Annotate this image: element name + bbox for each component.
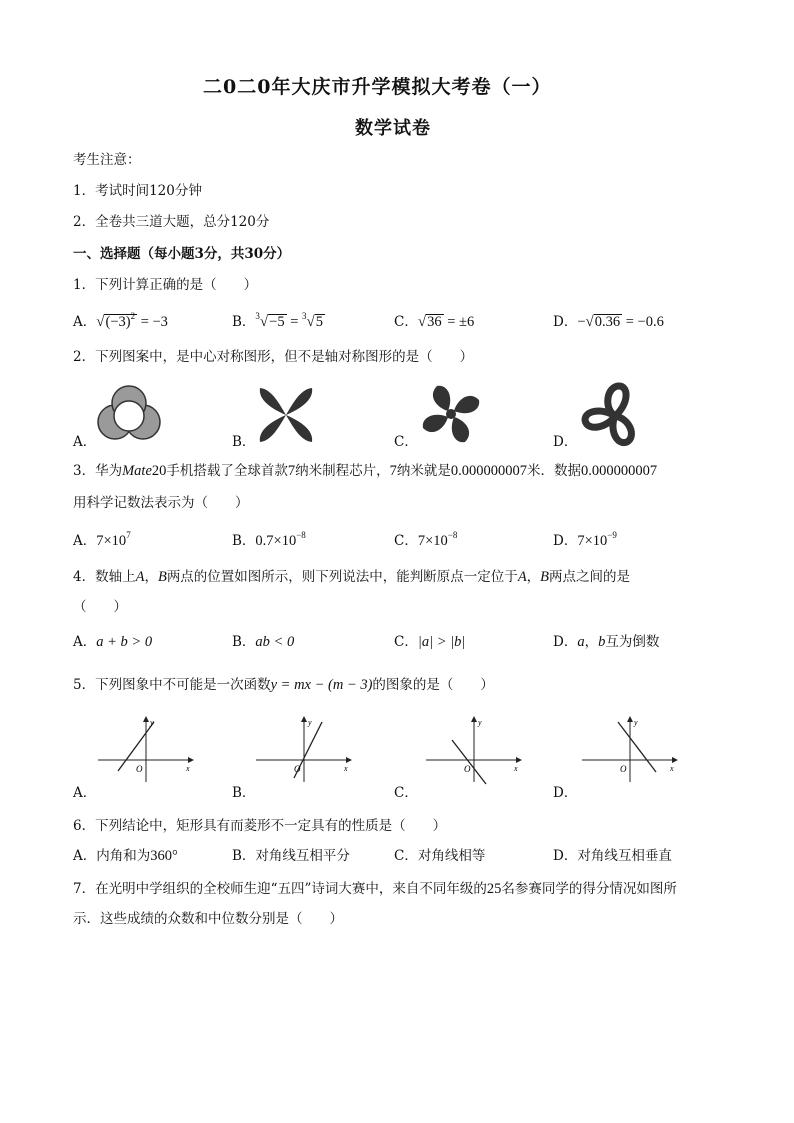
q6-d-label: D．: [553, 848, 578, 864]
function-line: [452, 740, 486, 784]
q4-option-a[interactable]: [73, 633, 152, 651]
q4-text-2: 两点的位置如图所示，则下列说法中，能判断原点一定位于: [166, 569, 518, 585]
x-axis-arrow-icon: [346, 757, 352, 763]
q4-comma-2: ，: [526, 569, 541, 585]
q3-c-label: C．: [394, 533, 418, 549]
q6-option-c[interactable]: [394, 847, 485, 865]
y-axis-label: y: [308, 718, 312, 727]
q5-label-a[interactable]: A．: [73, 785, 97, 801]
q1-d-tail: = −0.6: [625, 314, 664, 330]
q1-c-label: C．: [394, 314, 418, 330]
q1-d-radicand: 0.36: [594, 314, 621, 330]
q4-comma-1: ，: [144, 569, 158, 585]
q4-b-label: B．: [232, 634, 256, 650]
q2-stem: 2．下列图案中，是中心对称图形，但不是轴对称图形的是（ ）: [73, 349, 474, 365]
q3-option-a[interactable]: [73, 532, 131, 550]
q4-d-label: D．: [553, 634, 578, 650]
q3-text-3: 纳米制程芯片，: [295, 463, 390, 479]
q4-var-b2: B: [540, 569, 550, 585]
q5-stem: [73, 676, 494, 694]
q3-b-exp: −8: [296, 530, 306, 540]
sqrt-icon: √: [259, 314, 269, 330]
q4-c-label: C．: [394, 634, 418, 650]
notice-item-1: 1．考试时间120分钟: [73, 183, 202, 199]
q6-b-label: B．: [232, 848, 256, 864]
q5-graph-a: [96, 716, 196, 784]
q3-a-exp: 7: [126, 530, 131, 540]
q4-d-text: 互为倒数: [605, 634, 660, 650]
q4-var-a2: A: [517, 569, 527, 585]
origin-label: O: [136, 764, 143, 774]
q3-mate: Mate: [122, 463, 152, 479]
q5-label-b[interactable]: B．: [232, 785, 256, 801]
x-axis-label: x: [186, 764, 190, 773]
q3-b-label: B．: [232, 533, 256, 549]
y-axis-label: y: [478, 718, 482, 727]
q4-option-b[interactable]: [232, 633, 294, 651]
q4-stem-line1: [73, 568, 630, 586]
q1-b-index-2: 3: [302, 311, 307, 321]
q3-value-1: 0.000000007: [450, 463, 528, 479]
q3-value-2: 0.000000007: [581, 463, 658, 479]
q1-b-radicand-2: 5: [315, 314, 324, 330]
q3-n7b: 7: [389, 463, 397, 479]
q7-text-2: 名参赛同学的得分情况如图所: [501, 881, 677, 897]
q3-n7: 7: [287, 463, 296, 479]
q4-c-expr: |a| > |b|: [417, 634, 466, 650]
q3-c-base: 7×10: [417, 533, 448, 549]
y-axis-arrow-icon: [143, 716, 149, 722]
q3-option-b[interactable]: [232, 532, 306, 550]
q4-option-c[interactable]: [394, 633, 465, 651]
q3-stem-line2: 用科学记数法表示为（ ）: [73, 495, 249, 511]
sqrt-icon: √: [585, 314, 594, 330]
q2-label-a[interactable]: A．: [73, 434, 97, 450]
q6-a-text: 内角和为: [96, 848, 151, 864]
q6-b-text: 对角线互相平分: [255, 848, 350, 864]
x-axis-label: x: [514, 764, 518, 773]
q3-stem-line1: [73, 462, 657, 480]
sqrt-icon: √: [306, 314, 315, 330]
q1-b-index-1: 3: [255, 311, 260, 321]
q6-option-b[interactable]: [232, 847, 350, 865]
section-heading: 一、选择题（每小题3分，共30分）: [73, 246, 291, 262]
q6-option-d[interactable]: [553, 847, 672, 865]
origin-label: O: [620, 764, 627, 774]
q3-option-c[interactable]: [394, 532, 457, 550]
q4-text-3: 两点之间的是: [549, 569, 631, 585]
q5-label-c[interactable]: C．: [394, 785, 418, 801]
q4-d-comma: ，: [584, 634, 599, 650]
y-axis-arrow-icon: [627, 716, 633, 722]
page-title: 二0二0年大庆市升学模拟大考卷（一）: [203, 76, 552, 98]
q4-d-var-b: b: [598, 634, 606, 650]
notice-heading: 考生注意：: [73, 152, 141, 168]
q4-d-var-a: a: [577, 634, 585, 650]
q1-d-pre: −: [577, 314, 586, 330]
q2-figure-d-three-loop-icon: [582, 382, 648, 446]
q3-c-exp: −8: [447, 530, 458, 540]
q1-b-label: B．: [232, 314, 256, 330]
q1-option-d[interactable]: [553, 313, 664, 331]
q3-d-label: D．: [553, 533, 578, 549]
q2-figure-c-pinwheel-icon: [418, 382, 484, 446]
q3-text-2: 手机搭载了全球首款: [166, 463, 288, 479]
q4-stem-line2: （ ）: [73, 599, 127, 615]
q4-a-expr: a + b > 0: [96, 634, 153, 650]
q2-label-d[interactable]: D．: [553, 434, 578, 450]
q3-num20: 20: [151, 463, 167, 479]
q1-option-c[interactable]: [394, 313, 474, 331]
q4-b-expr: ab < 0: [255, 634, 295, 650]
q4-option-d[interactable]: [553, 633, 659, 651]
q6-c-label: C．: [394, 848, 418, 864]
y-axis-label: y: [634, 718, 638, 727]
q1-a-tail: = −3: [140, 314, 168, 330]
q1-a-label: A．: [73, 314, 97, 330]
q6-a-label: A．: [73, 848, 97, 864]
origin-label: O: [464, 764, 471, 774]
q5-text-2: 的图象的是（ ）: [372, 677, 494, 693]
q6-stem: 6．下列结论中，矩形具有而菱形不一定具有的性质是（ ）: [73, 818, 447, 834]
q7-text-1: 7．在光明中学组织的全校师生迎“五四”诗词大赛中，来自不同年级的: [73, 881, 487, 897]
q4-a-label: A．: [73, 634, 97, 650]
q1-b-radicand-1: −5: [269, 314, 285, 330]
q3-b-base: 0.7×10: [255, 533, 297, 549]
q4-var-a1: A: [135, 569, 145, 585]
notice-item-2: 2．全卷共三道大题，总分120分: [73, 214, 270, 230]
sqrt-icon: √: [417, 314, 427, 330]
q3-text-5: 米．数据: [527, 463, 582, 479]
q1-a-radicand: (−3): [105, 314, 131, 330]
q7-n25: 25: [486, 881, 502, 897]
x-axis-label: x: [670, 764, 674, 773]
y-axis-label: y: [150, 718, 154, 727]
q5-graph-d: [580, 716, 680, 784]
q5-graph-b: [254, 716, 354, 784]
q4-var-b1: B: [157, 569, 167, 585]
origin-label: O: [294, 764, 301, 774]
q1-d-label: D．: [553, 314, 578, 330]
q2-figure-b-four-petal-icon: [256, 386, 316, 444]
x-axis-label: x: [344, 764, 348, 773]
x-axis-arrow-icon: [188, 757, 194, 763]
q1-b-eq: =: [290, 314, 299, 330]
q6-d-text: 对角线互相垂直: [577, 848, 672, 864]
q1-c-radicand: 36: [427, 314, 442, 330]
q6-c-text: 对角线相等: [417, 848, 486, 864]
q5-text-1: 5．下列图象中不可能是一次函数: [73, 677, 271, 693]
q3-d-base: 7×10: [577, 533, 608, 549]
q3-a-base: 7×10: [96, 533, 127, 549]
q1-c-tail: = ±6: [447, 314, 475, 330]
q5-graph-c: [424, 716, 524, 784]
q5-label-d[interactable]: D．: [553, 785, 578, 801]
q3-option-d[interactable]: [553, 532, 617, 550]
x-axis-arrow-icon: [516, 757, 522, 763]
q7-stem-line2: 示．这些成绩的众数和中位数分别是（ ）: [73, 911, 343, 927]
q1-a-exp: 2: [130, 311, 136, 321]
q2-label-b[interactable]: B．: [232, 434, 256, 450]
q7-stem-line1: [73, 880, 677, 898]
q3-a-label: A．: [73, 533, 97, 549]
sqrt-icon: √: [96, 314, 105, 330]
q3-text-1: 3．华为: [73, 463, 123, 479]
q3-d-exp: −9: [607, 530, 617, 540]
q1-stem: 1．下列计算正确的是（ ）: [73, 277, 258, 293]
q4-text-1: 4．数轴上: [73, 569, 136, 585]
y-axis-arrow-icon: [471, 716, 477, 722]
x-axis-arrow-icon: [672, 757, 678, 763]
q1-option-a[interactable]: [73, 313, 168, 331]
q6-a-value: 360°: [150, 848, 178, 864]
y-axis-arrow-icon: [301, 716, 307, 722]
q2-label-c[interactable]: C．: [394, 434, 418, 450]
q2-figure-a-three-circles-icon: [96, 384, 162, 446]
q3-text-4: 纳米就是: [396, 463, 451, 479]
q6-option-a[interactable]: [73, 847, 178, 865]
page-subtitle: 数学试卷: [355, 118, 431, 139]
q1-option-b[interactable]: [232, 313, 325, 331]
q5-formula: y = mx − (m − 3): [270, 677, 373, 693]
